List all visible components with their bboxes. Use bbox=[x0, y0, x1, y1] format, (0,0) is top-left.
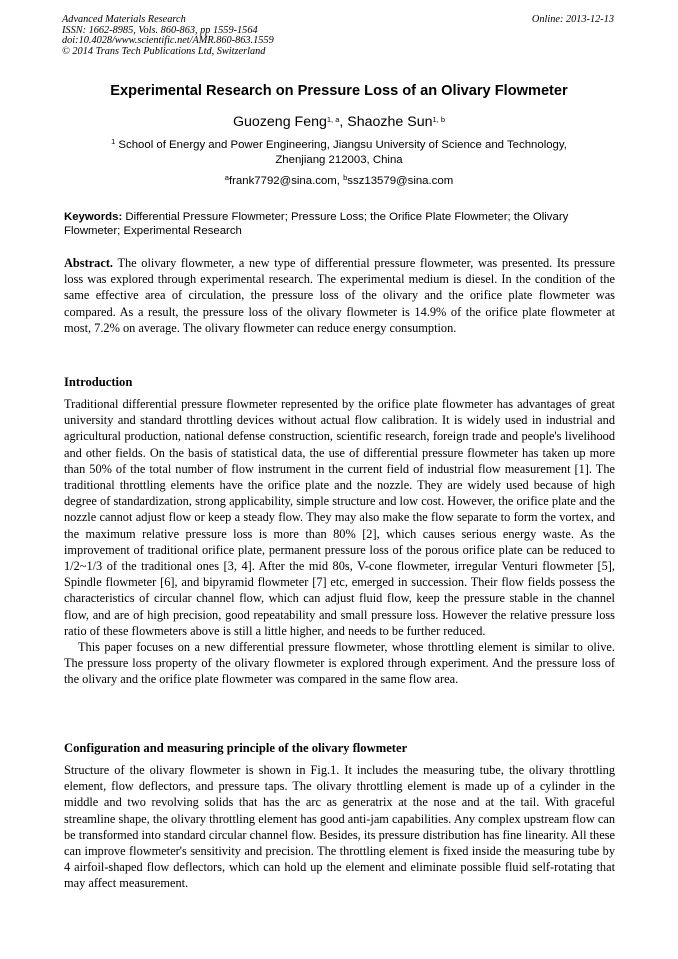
affiliation-line: Zhenjiang 212003, China bbox=[275, 153, 403, 166]
email-mark: a bbox=[224, 173, 229, 182]
configuration-body bbox=[64, 762, 615, 892]
abstract bbox=[64, 255, 615, 336]
email-address[interactable]: ssz13579@sina.com bbox=[347, 175, 454, 187]
author-affiliation-mark: 1, b bbox=[432, 115, 445, 124]
paper-title: Experimental Research on Pressure Loss of an Olivary Flowmeter bbox=[110, 83, 568, 99]
author-name: Guozeng Feng bbox=[233, 114, 327, 130]
section-heading-configuration: Configuration and measuring principle of the olivary flowmeter bbox=[64, 741, 408, 755]
journal-name: Advanced Materials Research bbox=[62, 14, 186, 25]
author-separator: , bbox=[339, 114, 348, 130]
author-name: Shaozhe Sun bbox=[347, 114, 433, 130]
author-affiliation-mark: 1, a bbox=[326, 115, 340, 124]
affiliation-line: School of Energy and Power Engineering, Jiangsu University of Science and Technology, bbox=[115, 139, 567, 151]
paragraph: Structure of the olivary flowmeter is shown in Fig.1. It includes the measuring tube, the olivary throttling element, flow deflectors, and pressure taps. The olivary throttling element is made up of a cylinder in the middle and two revolving solids that has the arc as generatrix at the nose and at the tail. With graceful streamline shape, the olivary throttling element has good anti-jam capabilities. Any complex upstream flow can be transformed into standard circular channel flow. Besides, its pressure distribution has fine linearity. All these can improve flowmeter's sensitivity and precision. The throttling element is fixed inside the measuring tube by 4 airfoil-shaped flow deflectors, which can hold up the element and eliminate possible fluid self-rotating that may affect measurement. bbox=[64, 763, 615, 891]
affiliation-mark: 1 bbox=[111, 137, 116, 146]
paragraph: Traditional differential pressure flowmeter represented by the orifice plate flowmeter has advantages of great university and standard throttling devices without actual flow calibration. It is widely used in industrial and agricultural production, national defense construction, scientific research, foreign trade and people's livelihood and other fields. On the basis of statistical data, the use of differential pressure flowmeter has taken up more than 50% of the total number of flow instrument in the current field of industrial flow measurement [1]. The traditional throttling elements have the orifice plate and the nozzle. They are widely used because of high degree of standardization, strong applicability, simple structure and low cost. However, the orifice plate and the nozzle cannot adjust flow or keep a steady flow. They may also make the flow separate to form the vortex, and the maximum relative pressure loss is more than 80% [2], which causes serious energy waste. As the improvement of traditional orifice plate, permanent pressure loss of the porous orifice plate can be reduced to 1/2~1/3 of the traditional ones [3, 4]. After the mid 80s, V-cone flowmeter, irregular Venturi flowmeter [5], Spindle flowmeter [6], and bipyramid flowmeter [7] etc, emerged in succession. Their flow fields possess the characteristics of circular channel flow, which can adjust fluid flow, keep the pressure stable in the channel flow, and are of high precision, good repeatability and small pressure loss. However the relative pressure loss ratio of these flowmeters above is still a little higher, and needs to be further reduced. bbox=[64, 397, 615, 638]
abstract-text: The olivary flowmeter, a new type of differential pressure flowmeter, was presented. Its pressure loss was explored through experimental research. The experimental medium is diesel. In the condition of the same effective area of circulation, the pressure loss of the olivary and the orifice plate flowmeter was compared. As a result, the pressure loss of the olivary flowmeter is 14.9% of the orifice plate flowmeter at most, 7.2% on average. The olivary flowmeter can reduce energy consumption. bbox=[64, 256, 615, 335]
author-line bbox=[40, 113, 638, 131]
affiliation bbox=[70, 138, 608, 167]
paragraph: This paper focuses on a new differential pressure flowmeter, whose throttling element is similar to olive. The pressure loss property of the olivary flowmeter is explored through experiment. And the pressure loss of the olivary and the orifice plate flowmeter was compared in the same flow area. bbox=[64, 640, 615, 687]
email-line bbox=[70, 174, 608, 188]
doi-line: doi:10.4028/www.scientific.net/AMR.860-863.1559 bbox=[62, 35, 274, 47]
copyright-line: © 2014 Trans Tech Publications Ltd, Switzerland bbox=[62, 45, 266, 57]
section-heading-introduction: Introduction bbox=[64, 375, 133, 389]
email-mark: b bbox=[343, 173, 348, 182]
online-date: Online: 2013-12-13 bbox=[531, 14, 614, 25]
keywords-text: Differential Pressure Flowmeter; Pressure Loss; the Orifice Plate Flowmeter; the Olivary Flowmeter; Experimental Research bbox=[64, 211, 569, 238]
journal-header bbox=[62, 15, 274, 57]
keywords bbox=[64, 210, 615, 238]
email-address[interactable]: frank7792@sina.com bbox=[228, 175, 337, 187]
issn-line: ISSN: 1662-8985, Vols. 860-863, pp 1559-1564 bbox=[62, 24, 258, 36]
email-separator: , bbox=[336, 175, 344, 187]
keywords-label: Keywords: bbox=[64, 211, 123, 223]
abstract-label: Abstract. bbox=[64, 256, 114, 270]
introduction-body bbox=[64, 396, 615, 688]
